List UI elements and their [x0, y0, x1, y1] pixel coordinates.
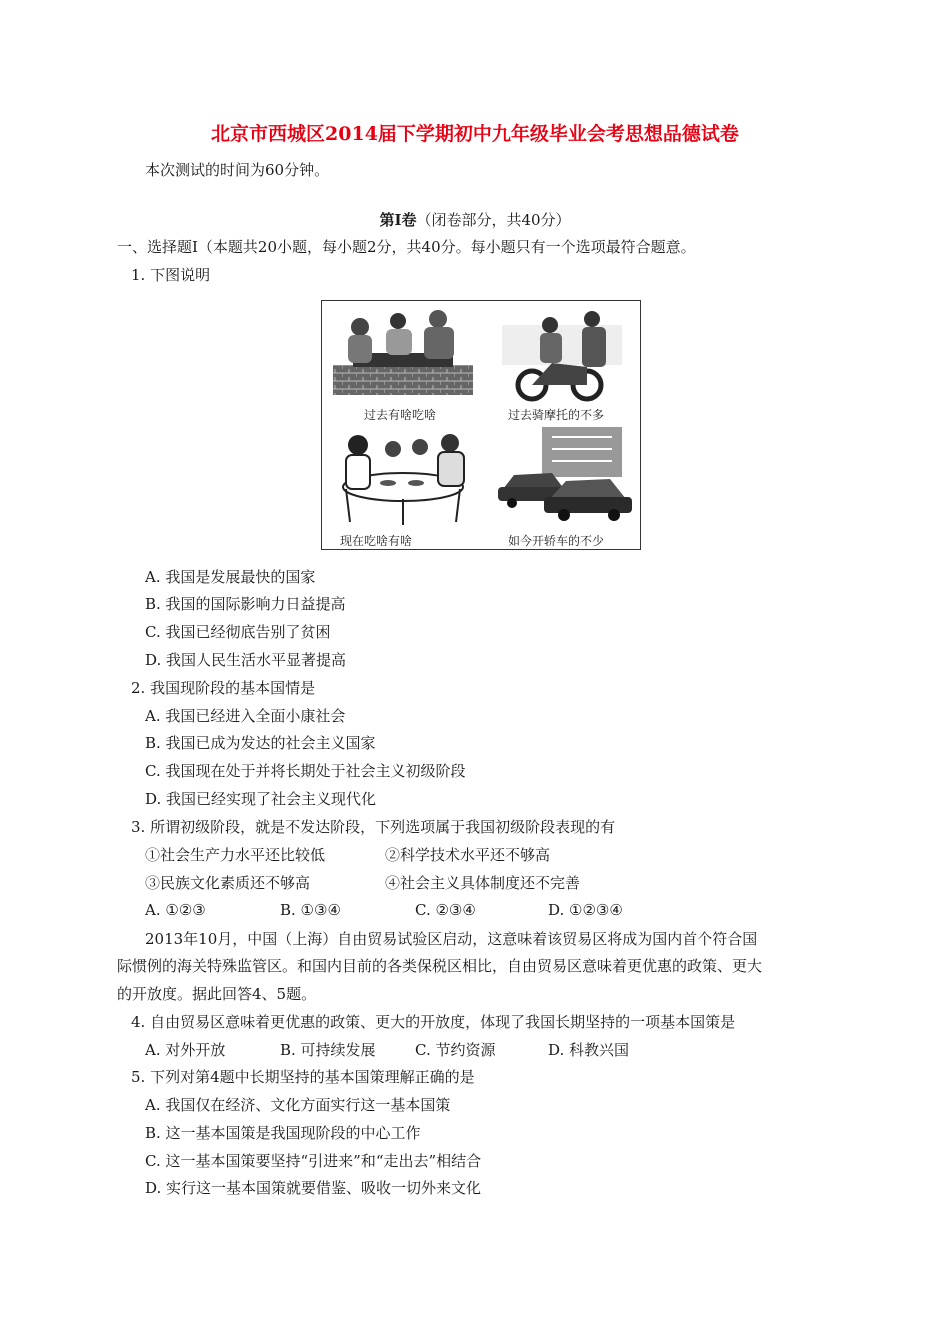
- q5-option-c: C. 这一基本国策要坚持“引进来”和“走出去”相结合: [145, 1152, 482, 1170]
- passage-line-2: 际惯例的海关特殊监管区。和国内目前的各类保税区相比，自由贸易区意味着更优惠的政策、更大: [117, 957, 763, 975]
- caption-now-food: 现在吃啥有啥: [340, 534, 413, 548]
- q4-option-a: A. 对外开放: [145, 1041, 226, 1059]
- scene-cars-illustration: [492, 423, 637, 523]
- passage-line-1: 2013年10月，中国（上海）自由贸易试验区启动，这意味着该贸易区将成为国内首个符合国: [145, 930, 758, 948]
- q3-option-c: C. ②③④: [415, 901, 476, 919]
- question-4-stem: 4. 自由贸易区意味着更优惠的政策、更大的开放度，体现了我国长期坚持的一项基本国策是: [131, 1013, 736, 1031]
- q1-option-b: B. 我国的国际影响力日益提高: [145, 595, 346, 613]
- q3-item-3: ③民族文化素质还不够高: [145, 874, 311, 892]
- q2-option-a: A. 我国已经进入全面小康社会: [145, 707, 346, 725]
- scene-motorcycle-illustration: [492, 305, 637, 403]
- section-note: （闭卷部分，共40分）: [416, 211, 571, 229]
- q3-item-4: ④社会主义具体制度还不完善: [385, 874, 581, 892]
- q5-option-a: A. 我国仅在经济、文化方面实行这一基本国策: [145, 1096, 451, 1114]
- scene-banquet-illustration: [328, 427, 478, 527]
- page-title: 北京市西城区2014届下学期初中九年级毕业会考思想品德试卷: [211, 123, 739, 145]
- q1-option-c: C. 我国已经彻底告别了贫困: [145, 623, 331, 641]
- q2-option-c: C. 我国现在处于并将长期处于社会主义初级阶段: [145, 762, 466, 780]
- q3-item-1: ①社会生产力水平还比较低: [145, 846, 326, 864]
- part-instructions: 一、选择题Ⅰ（本题共20小题，每小题2分，共40分。每小题只有一个选项最符合题意。: [117, 238, 696, 256]
- q4-option-b: B. 可持续发展: [280, 1041, 376, 1059]
- q1-option-a: A. 我国是发展最快的国家: [145, 568, 316, 586]
- q3-item-2: ②科学技术水平还不够高: [385, 846, 551, 864]
- section-heading: [0, 210, 950, 230]
- question-3-stem: 3. 所谓初级阶段，就是不发达阶段，下列选项属于我国初级阶段表现的有: [131, 818, 616, 836]
- caption-old-food: 过去有啥吃啥: [364, 408, 437, 422]
- caption-now-car: 如今开轿车的不少: [508, 534, 605, 548]
- section-label: 第Ⅰ卷: [379, 211, 417, 229]
- intro-text: 本次测试的时间为60分钟。: [145, 161, 330, 179]
- q4-option-d: D. 科教兴国: [548, 1041, 630, 1059]
- passage-line-3: 的开放度。据此回答4、5题。: [117, 985, 317, 1003]
- question-5-stem: 5. 下列对第4题中长期坚持的基本国策理解正确的是: [131, 1068, 475, 1086]
- comparison-figure: [321, 300, 641, 550]
- q1-option-d: D. 我国人民生活水平显著提高: [145, 651, 347, 669]
- q3-option-a: A. ①②③: [145, 901, 206, 919]
- question-1-stem: 1. 下图说明: [131, 266, 211, 284]
- q5-option-b: B. 这一基本国策是我国现阶段的中心工作: [145, 1124, 421, 1142]
- scene-old-dinner-illustration: [328, 305, 478, 403]
- q2-option-d: D. 我国已经实现了社会主义现代化: [145, 790, 377, 808]
- q5-option-d: D. 实行这一基本国策就要借鉴、吸收一切外来文化: [145, 1179, 482, 1197]
- q2-option-b: B. 我国已成为发达的社会主义国家: [145, 734, 376, 752]
- q3-option-b: B. ①③④: [280, 901, 341, 919]
- question-2-stem: 2. 我国现阶段的基本国情是: [131, 679, 316, 697]
- q3-option-d: D. ①②③④: [548, 901, 623, 919]
- caption-old-motorcycle: 过去骑摩托的不多: [508, 408, 605, 422]
- q4-option-c: C. 节约资源: [415, 1041, 496, 1059]
